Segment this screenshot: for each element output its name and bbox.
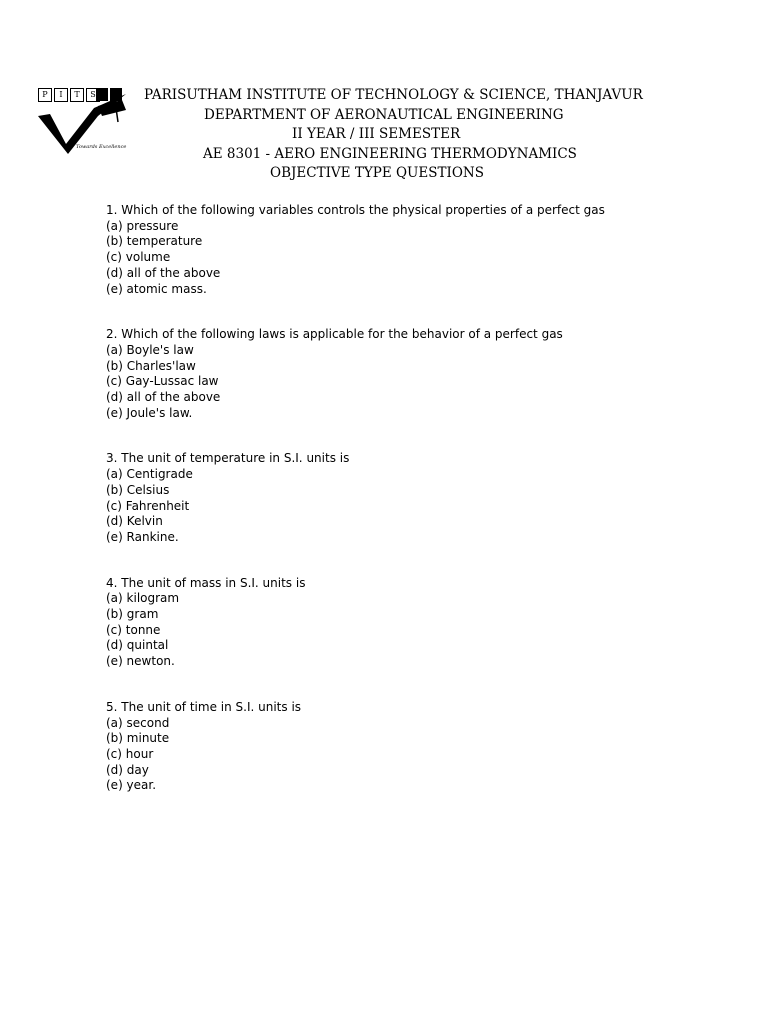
- answer-option: (e) atomic mass.: [106, 281, 207, 296]
- answer-option: (c) tonne: [106, 622, 161, 637]
- answer-option: (d) Kelvin: [106, 514, 163, 529]
- question-list: [106, 203, 706, 824]
- answer-option: (a) second: [106, 715, 170, 730]
- question-item: [106, 576, 706, 670]
- answer-option: (b) Charles'law: [106, 358, 196, 373]
- answer-option: (a) Centigrade: [106, 467, 193, 482]
- question-text: 3. The unit of temperature in S.I. units is: [106, 451, 350, 466]
- answer-option: (c) Gay-Lussac law: [106, 374, 219, 389]
- answer-option: (d) quintal: [106, 638, 169, 653]
- course-title: AE 8301 - AERO ENGINEERING THERMODYNAMICS: [203, 145, 577, 162]
- question-item: [106, 700, 706, 794]
- answer-option: (a) kilogram: [106, 591, 180, 606]
- answer-option: (a) Boyle's law: [106, 342, 194, 357]
- question-item: [106, 203, 706, 297]
- answer-option: (e) Joule's law.: [106, 405, 193, 420]
- answer-option: (d) all of the above: [106, 265, 221, 280]
- answer-option: (c) Fahrenheit: [106, 498, 190, 513]
- section-title: OBJECTIVE TYPE QUESTIONS: [270, 165, 484, 181]
- logo-letter: T: [70, 88, 84, 102]
- answer-option: (e) year.: [106, 778, 157, 793]
- answer-option: (a) pressure: [106, 218, 179, 233]
- year-semester: II YEAR / III SEMESTER: [292, 126, 461, 142]
- question-item: [106, 451, 706, 545]
- answer-option: (d) day: [106, 762, 149, 777]
- answer-option: (e) newton.: [106, 654, 175, 669]
- logo-tagline: Towards Excellence: [76, 144, 127, 150]
- answer-option: (c) volume: [106, 250, 171, 265]
- answer-option: (e) Rankine.: [106, 529, 179, 544]
- logo-letter: S: [86, 88, 100, 102]
- answer-option: (c) hour: [106, 746, 154, 761]
- answer-option: (d) all of the above: [106, 390, 221, 405]
- answer-option: (b) gram: [106, 607, 159, 622]
- question-item: [106, 327, 706, 421]
- department-name: DEPARTMENT OF AERONAUTICAL ENGINEERING: [204, 106, 564, 123]
- institute-logo: [36, 86, 132, 156]
- question-text: 2. Which of the following laws is applicable for the behavior of a perfect gas: [106, 327, 563, 342]
- logo-letter: P: [38, 88, 52, 102]
- institute-name: PARISUTHAM INSTITUTE OF TECHNOLOGY & SCIENCE, THANJAVUR: [144, 87, 643, 103]
- answer-option: (b) minute: [106, 731, 170, 746]
- question-text: 4. The unit of mass in S.I. units is: [106, 575, 306, 590]
- logo-letter: I: [54, 88, 68, 102]
- answer-option: (b) Celsius: [106, 482, 170, 497]
- question-text: 5. The unit of time in S.I. units is: [106, 699, 302, 714]
- question-text: 1. Which of the following variables controls the physical properties of a perfect gas: [106, 203, 605, 217]
- answer-option: (b) temperature: [106, 234, 203, 249]
